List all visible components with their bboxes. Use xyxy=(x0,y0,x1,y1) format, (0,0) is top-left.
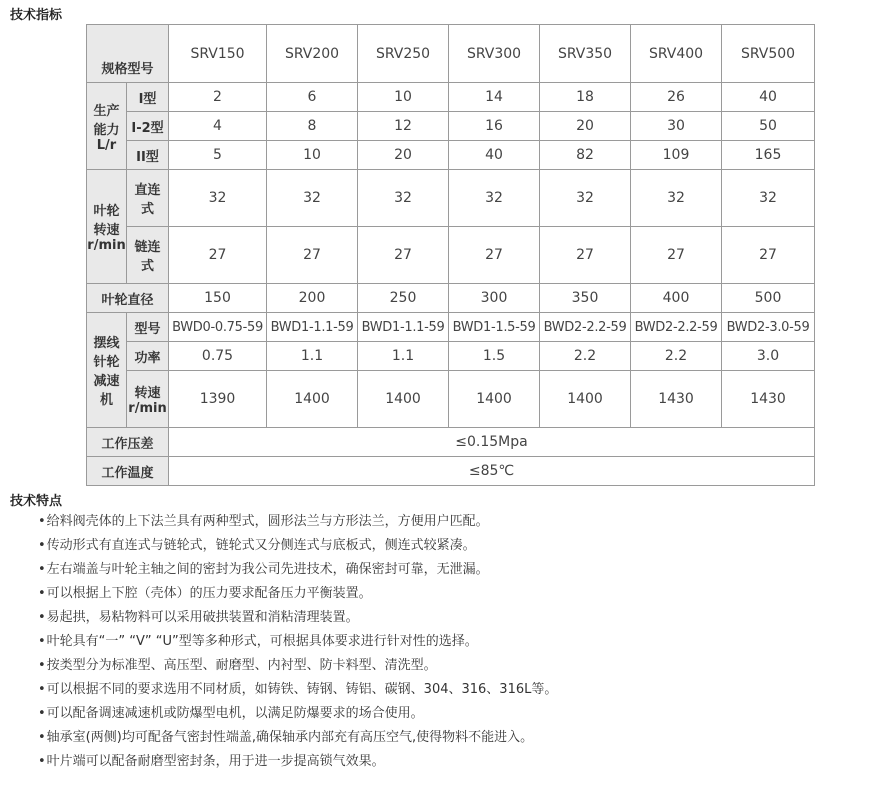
model-header: SRV250 xyxy=(358,25,449,83)
reducer-speed-line: r/min xyxy=(128,401,167,416)
capacity-type-label: II型 xyxy=(127,141,169,170)
feature-text: 轴承室(两侧)均可配备气密封性端盖,确保轴承内部充有高压空气,使得物料不能进入。 xyxy=(46,730,534,745)
list-item xyxy=(38,582,557,606)
reducer-power-row xyxy=(87,342,815,371)
table-cell: 0.75 xyxy=(169,342,267,371)
reducer-speed-label xyxy=(127,371,169,428)
table-cell: 32 xyxy=(169,170,267,227)
table-cell: BWD0-0.75-59 xyxy=(169,313,267,342)
feature-text: 可以根据上下腔（壳体）的压力要求配备压力平衡装置。 xyxy=(46,586,372,601)
table-cell: 350 xyxy=(540,284,631,313)
feature-text: 可以配备调速减速机或防爆型电机，以满足防爆要求的场合使用。 xyxy=(46,706,424,721)
table-cell: 165 xyxy=(722,141,815,170)
table-cell: 2.2 xyxy=(540,342,631,371)
list-item xyxy=(38,654,557,678)
feature-text: 易起拱，易粘物料可以采用破拱装置和消粘清理装置。 xyxy=(46,610,359,625)
table-cell: BWD1-1.1-59 xyxy=(267,313,358,342)
speed-label-line: 叶轮 xyxy=(93,204,120,219)
table-cell: 32 xyxy=(722,170,815,227)
speed-row-2 xyxy=(87,227,815,284)
reducer-power-label: 功率 xyxy=(127,342,169,371)
table-cell: 1430 xyxy=(631,371,722,428)
table-cell: 32 xyxy=(540,170,631,227)
table-cell: 1400 xyxy=(267,371,358,428)
reducer-label-line: 摆线 xyxy=(93,336,120,351)
table-cell: 4 xyxy=(169,112,267,141)
table-cell: 10 xyxy=(267,141,358,170)
table-cell: 27 xyxy=(449,227,540,284)
spec-table xyxy=(86,24,815,486)
table-cell: 1400 xyxy=(358,371,449,428)
table-cell: 150 xyxy=(169,284,267,313)
capacity-label-line: 生产 xyxy=(93,103,120,119)
temperature-value: ≤85℃ xyxy=(169,457,815,486)
table-cell: 30 xyxy=(631,112,722,141)
table-cell: 32 xyxy=(358,170,449,227)
pressure-row xyxy=(87,428,815,457)
bullet: • xyxy=(38,586,46,601)
speed-group-label xyxy=(87,170,127,284)
table-cell: 40 xyxy=(449,141,540,170)
list-item xyxy=(38,702,557,726)
speed-label-line: r/min xyxy=(87,238,126,253)
reducer-speed-line: 转速 xyxy=(134,386,161,401)
table-cell: 18 xyxy=(540,83,631,112)
table-cell: BWD2-3.0-59 xyxy=(722,313,815,342)
speed-type-line: 链连 xyxy=(134,240,161,255)
feature-text: 传动形式有直连式与链轮式，链轮式又分侧连式与底板式，侧连式较紧凑。 xyxy=(46,538,476,553)
table-cell: 27 xyxy=(169,227,267,284)
bullet: • xyxy=(38,754,46,769)
table-cell: 300 xyxy=(449,284,540,313)
table-cell: 400 xyxy=(631,284,722,313)
table-cell: 40 xyxy=(722,83,815,112)
table-cell: 1.1 xyxy=(267,342,358,371)
speed-type-line: 直连 xyxy=(134,183,161,198)
table-cell: 20 xyxy=(358,141,449,170)
table-cell: 27 xyxy=(267,227,358,284)
table-cell: 32 xyxy=(267,170,358,227)
list-item xyxy=(38,630,557,654)
list-item xyxy=(38,750,557,774)
bullet: • xyxy=(38,514,46,529)
feature-text: 叶轮具有“一” “V” “U”型等多种形式，可根据具体要求进行针对性的选择。 xyxy=(46,634,478,649)
table-cell: 27 xyxy=(722,227,815,284)
table-cell: 3.0 xyxy=(722,342,815,371)
capacity-row-2 xyxy=(87,112,815,141)
table-cell: 8 xyxy=(267,112,358,141)
reducer-label-line: 减速 xyxy=(93,374,120,389)
list-item xyxy=(38,534,557,558)
table-cell: 1.1 xyxy=(358,342,449,371)
temperature-label: 工作温度 xyxy=(87,457,169,486)
table-cell: BWD2-2.2-59 xyxy=(631,313,722,342)
model-header: SRV300 xyxy=(449,25,540,83)
model-header: SRV150 xyxy=(169,25,267,83)
features-heading: 技术特点 xyxy=(10,494,63,509)
capacity-row-3 xyxy=(87,141,815,170)
feature-text: 叶片端可以配备耐磨型密封条，用于进一步提高锁气效果。 xyxy=(46,754,385,769)
table-cell: 200 xyxy=(267,284,358,313)
feature-text: 可以根据不同的要求选用不同材质，如铸铁、铸钢、铸铝、碳钢、304、316、316L等。 xyxy=(46,682,558,697)
reducer-model-row xyxy=(87,313,815,342)
reducer-label-line: 机 xyxy=(99,393,113,408)
list-item xyxy=(38,678,557,702)
table-cell: 6 xyxy=(267,83,358,112)
model-header: SRV500 xyxy=(722,25,815,83)
table-cell: 2 xyxy=(169,83,267,112)
table-cell: 50 xyxy=(722,112,815,141)
feature-text: 按类型分为标准型、高压型、耐磨型、内衬型、防卡料型、清洗型。 xyxy=(46,658,437,673)
model-header: SRV200 xyxy=(267,25,358,83)
reducer-speed-row xyxy=(87,371,815,428)
speed-row-1 xyxy=(87,170,815,227)
capacity-type-label: I型 xyxy=(127,83,169,112)
table-cell: 1400 xyxy=(449,371,540,428)
list-item xyxy=(38,726,557,750)
specs-heading: 技术指标 xyxy=(10,8,63,23)
reducer-model-label: 型号 xyxy=(127,313,169,342)
speed-label-line: 转速 xyxy=(93,223,120,238)
table-cell: 109 xyxy=(631,141,722,170)
table-cell: 1400 xyxy=(540,371,631,428)
feature-text: 左右端盖与叶轮主轴之间的密封为我公司先进技术，确保密封可靠，无泄漏。 xyxy=(46,562,489,577)
header-row xyxy=(87,25,815,83)
speed-type-line: 式 xyxy=(141,202,155,217)
pressure-value: ≤0.15Mpa xyxy=(169,428,815,457)
list-item xyxy=(38,606,557,630)
bullet: • xyxy=(38,682,46,697)
feature-text: 给料阀壳体的上下法兰具有两种型式，圆形法兰与方形法兰，方便用户匹配。 xyxy=(46,514,489,529)
table-cell: BWD2-2.2-59 xyxy=(540,313,631,342)
table-cell: 1.5 xyxy=(449,342,540,371)
bullet: • xyxy=(38,634,46,649)
bullet: • xyxy=(38,658,46,673)
bullet: • xyxy=(38,730,46,745)
list-item xyxy=(38,510,557,534)
table-cell: 20 xyxy=(540,112,631,141)
table-cell: 1390 xyxy=(169,371,267,428)
table-cell: 16 xyxy=(449,112,540,141)
table-cell: 12 xyxy=(358,112,449,141)
bullet: • xyxy=(38,538,46,553)
table-cell: 27 xyxy=(540,227,631,284)
bullet: • xyxy=(38,706,46,721)
reducer-group-label xyxy=(87,313,127,428)
table-cell: 5 xyxy=(169,141,267,170)
model-header: SRV350 xyxy=(540,25,631,83)
model-header: SRV400 xyxy=(631,25,722,83)
table-cell: BWD1-1.1-59 xyxy=(358,313,449,342)
capacity-label-line: 能力 xyxy=(93,122,120,138)
speed-type-label xyxy=(127,227,169,284)
table-cell: BWD1-1.5-59 xyxy=(449,313,540,342)
table-cell: 250 xyxy=(358,284,449,313)
capacity-label-line: L/r xyxy=(96,137,117,153)
table-cell: 1430 xyxy=(722,371,815,428)
capacity-type-label: I-2型 xyxy=(127,112,169,141)
list-item xyxy=(38,558,557,582)
table-cell: 500 xyxy=(722,284,815,313)
table-cell: 2.2 xyxy=(631,342,722,371)
diameter-label: 叶轮直径 xyxy=(87,284,169,313)
features-list xyxy=(38,510,557,774)
table-cell: 26 xyxy=(631,83,722,112)
table-cell: 32 xyxy=(449,170,540,227)
speed-type-label xyxy=(127,170,169,227)
capacity-row-1 xyxy=(87,83,815,112)
capacity-group-label xyxy=(87,83,127,170)
table-cell: 27 xyxy=(358,227,449,284)
temperature-row xyxy=(87,457,815,486)
table-cell: 10 xyxy=(358,83,449,112)
table-cell: 27 xyxy=(631,227,722,284)
model-corner-label: 规格型号 xyxy=(87,25,169,83)
pressure-label: 工作压差 xyxy=(87,428,169,457)
diameter-row xyxy=(87,284,815,313)
bullet: • xyxy=(38,610,46,625)
speed-type-line: 式 xyxy=(141,259,155,274)
table-cell: 82 xyxy=(540,141,631,170)
reducer-label-line: 针轮 xyxy=(93,355,120,370)
table-cell: 14 xyxy=(449,83,540,112)
table-cell: 32 xyxy=(631,170,722,227)
bullet: • xyxy=(38,562,46,577)
